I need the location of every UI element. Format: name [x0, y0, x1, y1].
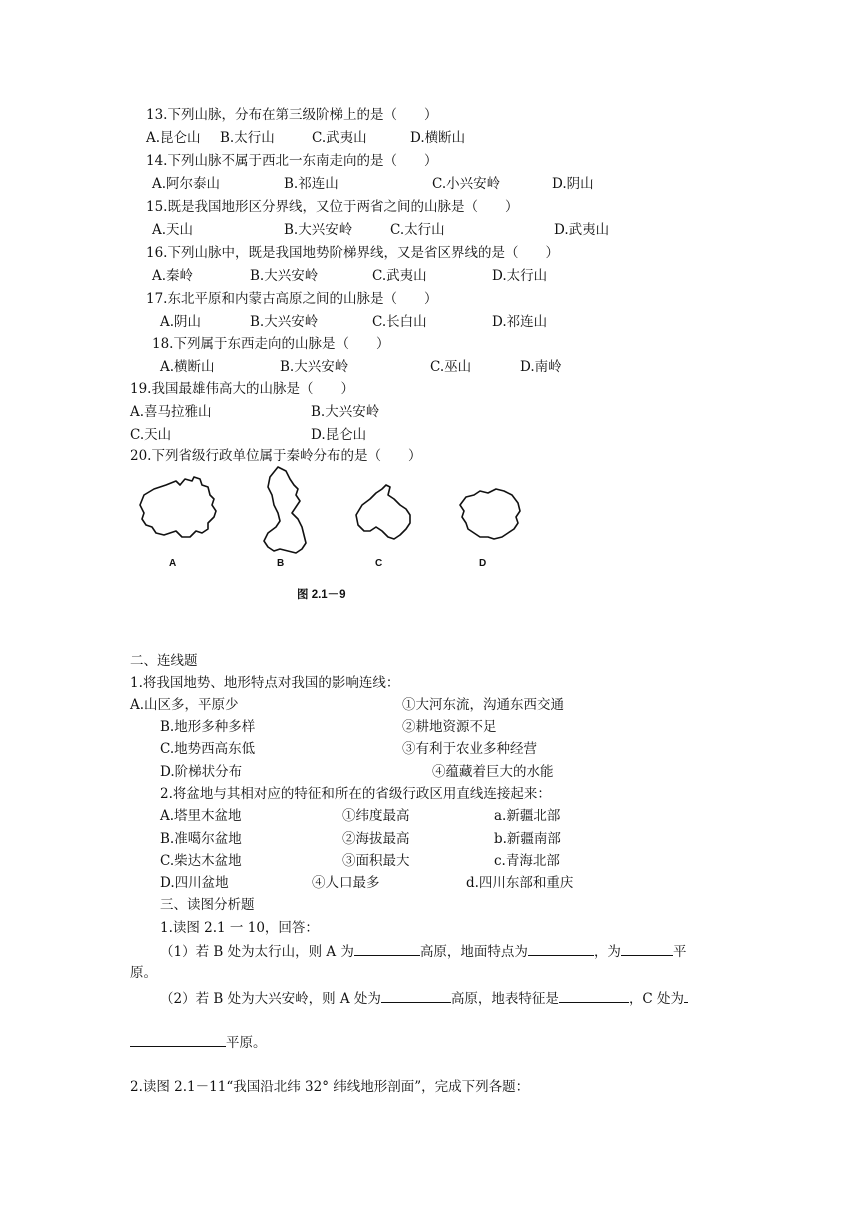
analysis1-part2-text1: （2）若 B 处为大兴安岭，则 A 处为: [160, 991, 381, 1007]
province-outline-b[interactable]: [264, 467, 306, 553]
q18-option-c[interactable]: C.巫山: [430, 359, 472, 375]
analysis1-stem: 1.读图 2.1 一 10，回答：: [160, 920, 319, 936]
q14-option-c[interactable]: C.小兴安岭: [432, 176, 501, 192]
blank-line-end[interactable]: [684, 988, 688, 1003]
q19-option-a[interactable]: A.喜马拉雅山: [130, 404, 212, 420]
analysis1-part1-text4: 平: [672, 944, 687, 960]
match2-col1-c[interactable]: C.柴达木盆地: [160, 853, 242, 869]
match2-col1-b[interactable]: B.准噶尔盆地: [160, 831, 242, 847]
q13-option-a[interactable]: A.昆仑山: [146, 130, 201, 146]
q13-stem: 13.下列山脉，分布在第三级阶梯上的是（ ）: [146, 107, 438, 123]
match1-right-4[interactable]: ④蕴藏着巨大的水能: [432, 764, 554, 780]
analysis1-part1: [160, 941, 686, 961]
q15-option-b[interactable]: B.大兴安岭: [284, 222, 353, 238]
match1-right-1[interactable]: ①大河东流，沟通东西交通: [402, 697, 564, 713]
q19-option-b[interactable]: B.大兴安岭: [311, 404, 380, 420]
q18-option-b[interactable]: B.大兴安岭: [280, 359, 349, 375]
match1-left-b[interactable]: B.地形多种多样: [160, 719, 256, 735]
analysis1-part1-text2: 高原，地面特点为: [419, 944, 528, 960]
q18-option-a[interactable]: A.横断山: [160, 359, 215, 375]
q19-option-d[interactable]: D.昆仑山: [311, 427, 367, 443]
q13-option-d[interactable]: D.横断山: [410, 130, 466, 146]
q18-option-d[interactable]: D.南岭: [520, 359, 562, 375]
q14-option-d[interactable]: D.阴山: [552, 176, 594, 192]
match2-col2-4[interactable]: ④人口最多: [312, 875, 380, 891]
match2-col1-d[interactable]: D.四川盆地: [160, 875, 229, 891]
q13-option-b[interactable]: B.太行山: [220, 130, 275, 146]
match1-left-a[interactable]: A.山区多，平原少: [130, 697, 239, 713]
match2-col3-c[interactable]: c.青海北部: [494, 853, 560, 869]
analysis1-part1-text1: （1）若 B 处为太行山，则 A 为: [160, 944, 354, 960]
q13-option-c[interactable]: C.武夷山: [312, 130, 367, 146]
match2-col2-2[interactable]: ②海拔最高: [342, 831, 410, 847]
analysis1-part1-text3: ，为: [593, 944, 621, 960]
q16-stem: 16.下列山脉中，既是我国地势阶梯界线，又是省区界线的是（ ）: [146, 245, 559, 261]
match1-right-2[interactable]: ②耕地资源不足: [402, 719, 497, 735]
analysis1-part2: [160, 988, 688, 1008]
q15-option-d[interactable]: D.武夷山: [554, 222, 610, 238]
q17-option-a[interactable]: A.阴山: [160, 314, 202, 330]
q15-option-c[interactable]: C.太行山: [390, 222, 445, 238]
q19-option-c[interactable]: C.天山: [130, 427, 172, 443]
q17-option-b[interactable]: B.大兴安岭: [250, 314, 319, 330]
q14-option-b[interactable]: B.祁连山: [284, 176, 339, 192]
analysis2-stem: 2.读图 2.1－11“我国沿北纬 32° 纬线地形剖面”，完成下列各题：: [130, 1079, 530, 1095]
blank-surface-feature-1[interactable]: [528, 941, 594, 956]
province-outline-c[interactable]: [356, 485, 410, 539]
q17-option-c[interactable]: C.长白山: [372, 314, 427, 330]
blank-plateau-1[interactable]: [354, 941, 420, 956]
analysis1-part2-text4: 平原。: [226, 1035, 267, 1051]
analysis1-part1-continued: 原。: [130, 965, 157, 981]
q17-stem: 17.东北平原和内蒙古高原之间的山脉是（ ）: [146, 291, 438, 307]
blank-plateau-2[interactable]: [381, 988, 451, 1003]
q20-stem: 20.下列省级行政单位属于秦岭分布的是（ ）: [130, 448, 422, 464]
q16-option-b[interactable]: B.大兴安岭: [250, 268, 319, 284]
match2-col3-b[interactable]: b.新疆南部: [494, 831, 561, 847]
section3-title: 三、读图分析题: [160, 897, 255, 913]
blank-plain-1[interactable]: [621, 941, 673, 956]
q15-stem: 15.既是我国地形区分界线，又位于两省之间的山脉是（ ）: [146, 199, 519, 215]
q15-option-a[interactable]: A.天山: [152, 222, 194, 238]
figure-label-c: C: [375, 558, 383, 569]
analysis1-part2-text2: 高原，地表特征是: [450, 991, 559, 1007]
match2-col2-3[interactable]: ③面积最大: [342, 853, 410, 869]
q18-stem: 18.下列属于东西走向的山脉是（ ）: [152, 336, 390, 352]
blank-surface-feature-2[interactable]: [559, 988, 629, 1003]
match2-col1-a[interactable]: A.塔里木盆地: [160, 808, 242, 824]
match1-right-3[interactable]: ③有利于农业多种经营: [402, 741, 537, 757]
q16-option-a[interactable]: A.秦岭: [152, 268, 194, 284]
blank-plain-2[interactable]: [130, 1032, 226, 1047]
q16-option-c[interactable]: C.武夷山: [372, 268, 427, 284]
match2-stem: 2.将盆地与其相对应的特征和所在的省级行政区用直线连接起来：: [160, 786, 551, 802]
q19-stem: 19.我国最雄伟高大的山脉是（ ）: [130, 381, 354, 397]
province-outline-a[interactable]: [140, 477, 216, 537]
province-outlines-figure: [130, 465, 550, 565]
q14-option-a[interactable]: A.阿尔泰山: [152, 176, 221, 192]
figure-label-a: A: [169, 558, 177, 569]
figure-label-b: B: [277, 558, 285, 569]
analysis1-part2-continued: [130, 1032, 267, 1052]
province-outline-d[interactable]: [460, 489, 520, 539]
match1-left-c[interactable]: C.地势西高东低: [160, 741, 256, 757]
q17-option-d[interactable]: D.祁连山: [492, 314, 548, 330]
section2-title: 二、连线题: [130, 653, 198, 669]
analysis1-part2-text3: ，C 处为: [628, 991, 685, 1007]
match1-left-d[interactable]: D.阶梯状分布: [160, 764, 243, 780]
q16-option-d[interactable]: D.太行山: [492, 268, 548, 284]
match2-col2-1[interactable]: ①纬度最高: [342, 808, 410, 824]
q14-stem: 14.下列山脉不属于西北一东南走向的是（ ）: [146, 153, 438, 169]
match2-col3-a[interactable]: a.新疆北部: [494, 808, 561, 824]
figure-caption: 图 2.1－9: [297, 589, 346, 601]
match1-stem: 1.将我国地势、地形特点对我国的影响连线：: [130, 675, 400, 691]
figure-label-d: D: [479, 558, 487, 569]
match2-col3-d[interactable]: d.四川东部和重庆: [466, 875, 574, 891]
